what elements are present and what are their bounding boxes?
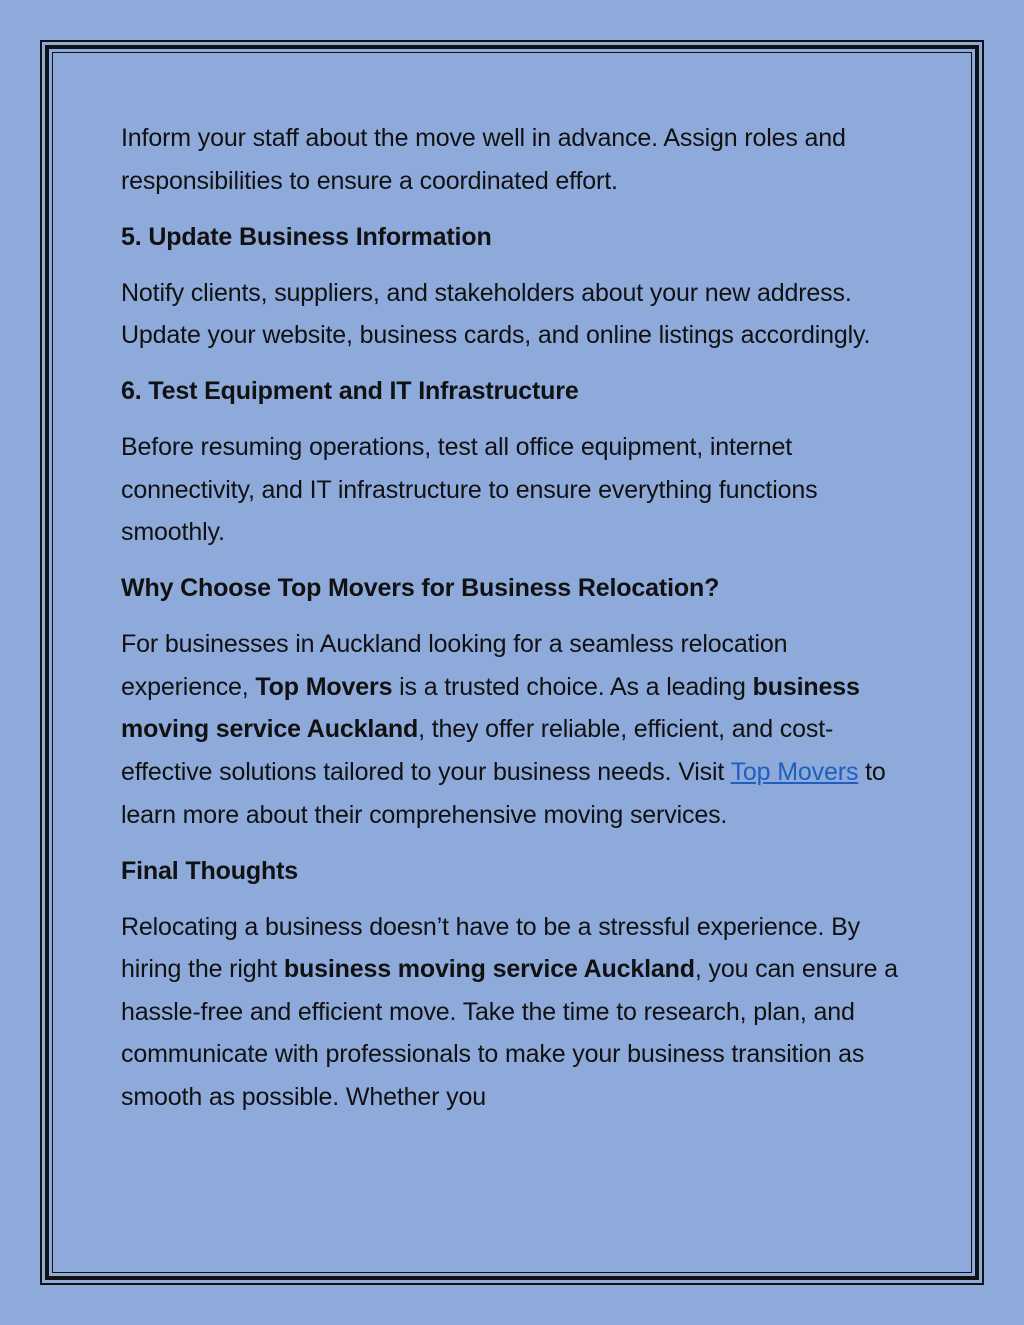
paragraph-inform-staff: Inform your staff about the move well in advance. Assign roles and responsibilities to ensure a coordinated effort. [121,124,846,195]
paragraph-why-top-movers [121,623,911,836]
document-content [121,117,911,1119]
why-bold-top-movers: Top Movers [255,672,393,701]
why-text-1: For businesses in Auckland looking for a seamless relocation experience, [121,630,788,701]
why-bold-service: business moving service Auckland [121,672,860,744]
why-text-3: , they offer reliable, efficient, and cost-effective solutions tailored to your business needs. Visit [121,715,834,787]
paragraph-final-thoughts [121,906,911,1119]
heading-final-thoughts: Final Thoughts [121,856,299,885]
final-text-1: Relocating a business doesn’t have to be a stressful experience. By hiring the right [121,912,860,984]
paragraph-before-resuming: Before resuming operations, test all office equipment, internet connectivity, and IT infrastructure to ensure everything functions smoothly. [121,433,818,547]
paragraph-notify-clients: Notify clients, suppliers, and stakeholders about your new address. Update your website, business cards, and online listings accordingly. [121,278,871,350]
final-text-2: , you can ensure a hassle-free and efficient move. Take the time to research, plan, and communicate with professionals to make your business transition as smooth as possible. Whether you [121,955,898,1111]
top-movers-link[interactable]: Top Movers [730,758,859,787]
heading-why-choose-top-movers: Why Choose Top Movers for Business Relocation? [121,574,720,603]
why-text-2: is a trusted choice. As a leading [392,672,753,701]
why-text-4: to learn more about their comprehensive moving services. [121,758,886,829]
final-bold-service: business moving service Auckland [283,955,695,984]
heading-test-equipment: 6. Test Equipment and IT Infrastructure [121,377,579,406]
heading-update-business-information: 5. Update Business Information [121,222,492,251]
